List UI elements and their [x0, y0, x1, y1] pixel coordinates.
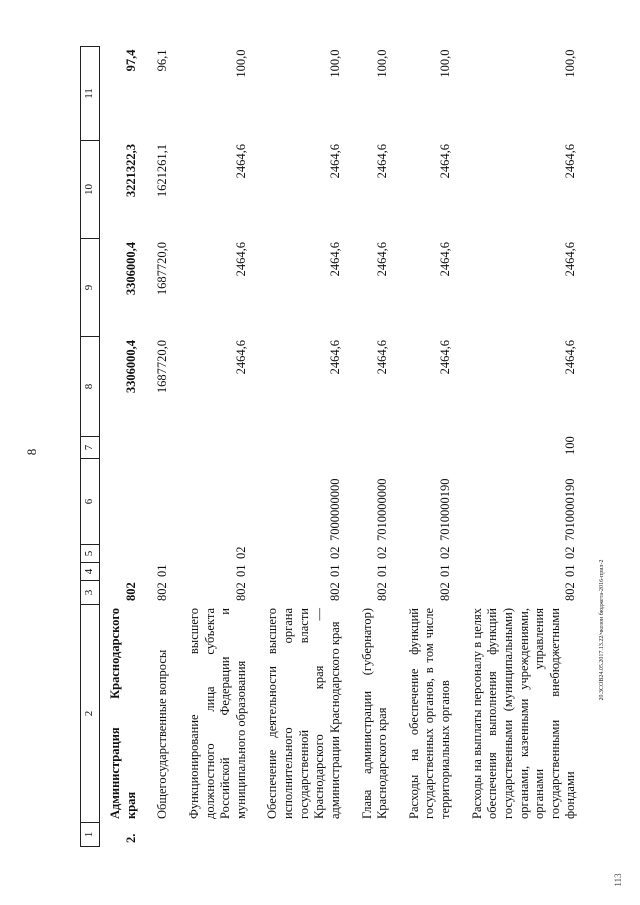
- approved-amount: 3306000,4: [123, 340, 138, 394]
- ministry-code: 802: [327, 582, 342, 601]
- executed-amount: 2464,6: [438, 144, 452, 179]
- ministry-code: 802: [155, 582, 170, 601]
- table-row: [251, 47, 345, 847]
- approved-amount: 2464,6: [233, 340, 248, 375]
- target-article-code: [100, 459, 142, 545]
- expense-type-code: [346, 437, 393, 459]
- row-index: [346, 823, 393, 847]
- ministry-code: 802: [375, 582, 390, 601]
- expense-type-code: 100: [563, 436, 578, 455]
- execution-percent: 100,0: [233, 49, 248, 78]
- table-row: [346, 47, 393, 847]
- row-title: Обеспечение деятельности высшего исполнительного органа государственной власти Краснодарского края — администрации Краснодарского края: [265, 608, 342, 819]
- expense-type-code: [173, 437, 252, 459]
- section-code: 01: [233, 564, 248, 577]
- col-num-2: 2: [81, 605, 100, 823]
- section-code: 01: [438, 564, 452, 577]
- target-article-code: [141, 459, 173, 545]
- ministry-code: 802: [123, 582, 138, 601]
- col-num-8: 8: [81, 337, 100, 437]
- table-row: [173, 47, 252, 847]
- column-number-row: [81, 47, 100, 847]
- expense-type-code: [393, 437, 456, 459]
- subsection-code: 02: [563, 546, 578, 559]
- row-title: Расходы на обеспечение функций государственных органов, в том числе территориальных органов: [406, 608, 452, 819]
- planned-amount: 2464,6: [563, 242, 578, 277]
- planned-amount: 3306000,4: [123, 242, 138, 296]
- row-index: 2.: [123, 833, 138, 843]
- approved-amount: 2464,6: [327, 340, 342, 375]
- planned-amount: 2464,6: [375, 242, 390, 277]
- target-article-code: [173, 459, 252, 545]
- executed-amount: 3221322,3: [123, 144, 138, 198]
- page-number: 8: [24, 448, 39, 456]
- target-article-code: 7000000000: [327, 478, 342, 541]
- executed-amount: 2464,6: [563, 144, 578, 179]
- subsection-code: [100, 545, 142, 563]
- execution-percent: 100,0: [438, 49, 452, 78]
- target-article-code: 7010000190: [438, 478, 452, 541]
- target-article-code: 7010000000: [375, 478, 390, 541]
- subsection-code: 02: [438, 546, 452, 559]
- planned-amount: 2464,6: [233, 242, 248, 277]
- execution-percent: 100,0: [563, 49, 578, 78]
- col-num-4: 4: [81, 563, 100, 581]
- target-article-code: 7010000190: [563, 478, 578, 541]
- execution-percent: 100,0: [375, 49, 390, 78]
- col-num-6: 6: [81, 459, 100, 545]
- planned-amount: 1687720,0: [155, 242, 170, 296]
- corner-mark: 113: [613, 873, 623, 887]
- subsection-code: [141, 545, 173, 563]
- section-code: 01: [375, 564, 390, 577]
- col-num-1: 1: [81, 823, 100, 847]
- col-num-3: 3: [81, 581, 100, 605]
- ministry-code: 802: [563, 582, 578, 601]
- execution-percent: 96,1: [155, 49, 170, 72]
- col-num-7: 7: [81, 437, 100, 459]
- row-title: Администрация Краснодарского края: [108, 608, 138, 819]
- executed-amount: 1621261,1: [155, 144, 170, 198]
- subsection-code: 02: [327, 546, 342, 559]
- row-index: [393, 823, 456, 847]
- col-num-10: 10: [81, 141, 100, 239]
- expense-type-code: [251, 437, 345, 459]
- approved-amount: 2464,6: [563, 340, 578, 375]
- col-num-5: 5: [81, 545, 100, 563]
- expense-type-code: [100, 437, 142, 459]
- row-index: [141, 823, 173, 847]
- row-index: [251, 823, 345, 847]
- footer-file-note: 20.3СОВ24.05.2017.13.22/чкозон бюджета-2016-прил-2: [599, 559, 605, 701]
- budget-table-rotated: [80, 47, 600, 847]
- subsection-code: 02: [233, 546, 248, 559]
- subsection-code: 02: [375, 546, 390, 559]
- section-code: 01: [327, 564, 342, 577]
- approved-amount: 2464,6: [375, 340, 390, 375]
- planned-amount: 2464,6: [438, 242, 452, 277]
- row-title: Глава администрации (губернатор) Краснодарского края: [359, 608, 390, 819]
- col-num-11: 11: [81, 47, 100, 141]
- row-index: [456, 823, 581, 847]
- planned-amount: 2464,6: [327, 242, 342, 277]
- budget-table: [80, 46, 581, 847]
- executed-amount: 2464,6: [375, 144, 390, 179]
- execution-percent: 97,4: [123, 49, 138, 72]
- executed-amount: 2464,6: [327, 144, 342, 179]
- table-row: [456, 47, 581, 847]
- row-title: Функционирование высшего должностного лица субъекта Российской Федерации и муниципального образования: [186, 608, 248, 819]
- section-code: [100, 563, 142, 581]
- row-title: Общегосударственные вопросы: [155, 649, 170, 819]
- approved-amount: 1687720,0: [155, 340, 170, 394]
- ministry-code: 802: [438, 582, 452, 601]
- row-title: Расходы на выплаты персоналу в целях обеспечения выполнения функций государственными (муниципальными) органами, казенными учреждениями, органами управления государственными внебюджетными фондами: [469, 608, 578, 819]
- section-code: 01: [155, 564, 170, 577]
- col-num-9: 9: [81, 239, 100, 337]
- table-row: [100, 47, 142, 847]
- execution-percent: 100,0: [327, 49, 342, 78]
- table-row: [393, 47, 456, 847]
- section-code: 01: [563, 564, 578, 577]
- executed-amount: 2464,6: [233, 144, 248, 179]
- expense-type-code: [141, 437, 173, 459]
- row-index: [173, 823, 252, 847]
- approved-amount: 2464,6: [438, 340, 452, 375]
- table-row: [141, 47, 173, 847]
- ministry-code: 802: [233, 582, 248, 601]
